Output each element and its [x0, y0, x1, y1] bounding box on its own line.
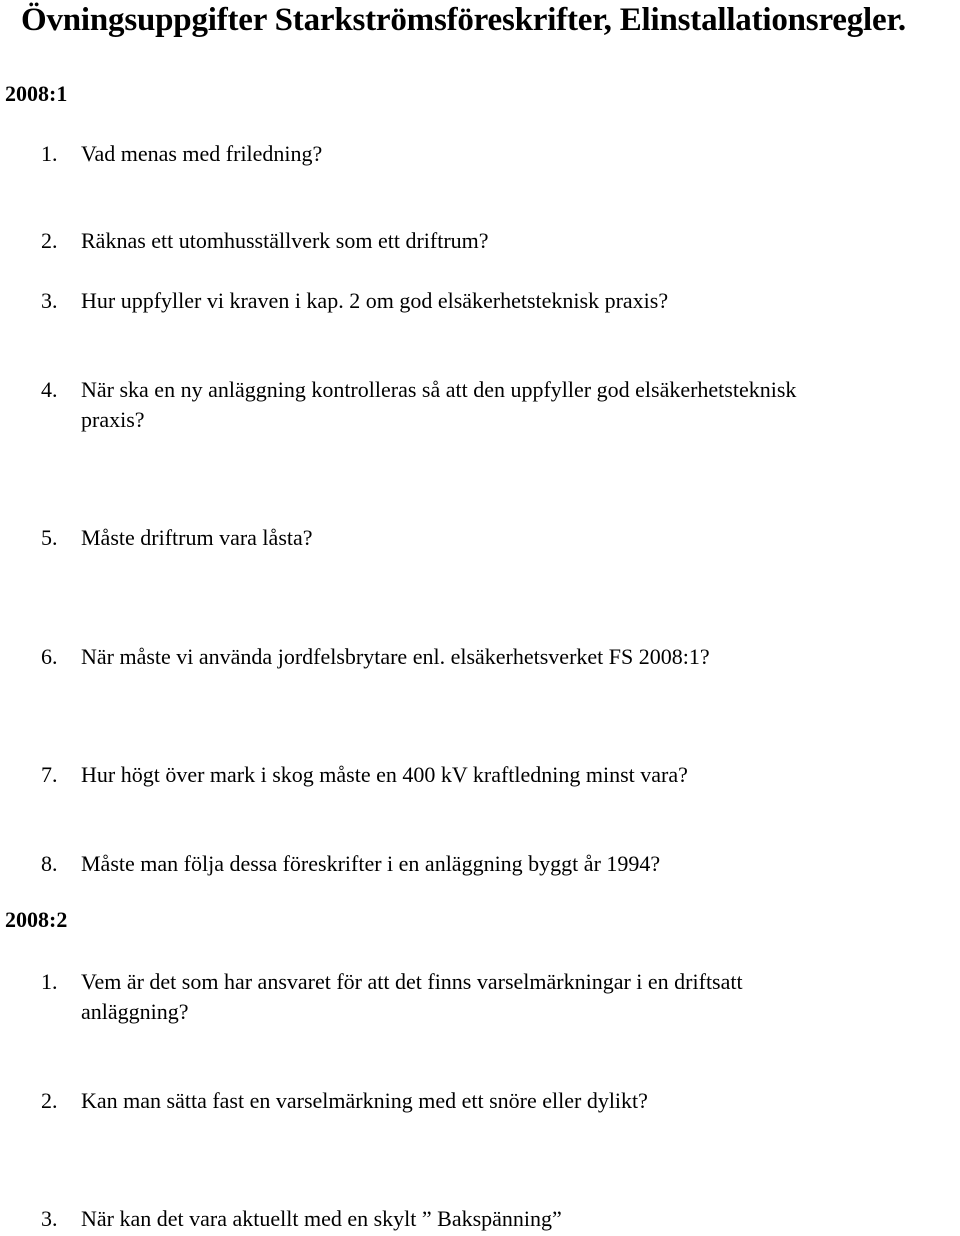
question-text-continued: praxis?: [81, 407, 145, 432]
question-text: Vem är det som har ansvaret för att det finns varselmärkningar i en driftsatt: [81, 969, 743, 994]
question-number: 7.: [41, 762, 58, 787]
question-text: Räknas ett utomhusställverk som ett driftrum?: [81, 228, 489, 253]
question-number: 6.: [41, 644, 58, 669]
question-number: 1.: [41, 969, 58, 994]
question-number: 5.: [41, 525, 58, 550]
question-number: 2.: [41, 228, 58, 253]
question-number: 3.: [41, 1206, 58, 1231]
section-heading-2008-1: 2008:1: [5, 81, 68, 106]
question-number: 1.: [41, 141, 58, 166]
question-text-continued: anläggning?: [81, 999, 189, 1024]
question-text: Vad menas med friledning?: [81, 141, 323, 166]
question-number: 3.: [41, 288, 58, 313]
question-text: Måste man följa dessa föreskrifter i en anläggning byggt år 1994?: [81, 851, 661, 876]
question-number: 8.: [41, 851, 58, 876]
question-text: Hur uppfyller vi kraven i kap. 2 om god elsäkerhetsteknisk praxis?: [81, 288, 669, 313]
document-title: Övningsuppgifter Starkströmsföreskrifter, Elinstallationsregler.: [21, 2, 906, 38]
question-number: 2.: [41, 1088, 58, 1113]
question-text: När ska en ny anläggning kontrolleras så att den uppfyller god elsäkerhetsteknisk: [81, 377, 797, 402]
question-text: Måste driftrum vara låsta?: [81, 525, 313, 550]
question-number: 4.: [41, 377, 58, 402]
section-heading-2008-2: 2008:2: [5, 907, 68, 932]
question-text: När kan det vara aktuellt med en skylt ” Bakspänning”: [81, 1206, 562, 1231]
question-text: Kan man sätta fast en varselmärkning med ett snöre eller dylikt?: [81, 1088, 648, 1113]
question-text: När måste vi använda jordfelsbrytare enl. elsäkerhetsverket FS 2008:1?: [81, 644, 710, 669]
question-text: Hur högt över mark i skog måste en 400 kV kraftledning minst vara?: [81, 762, 688, 787]
